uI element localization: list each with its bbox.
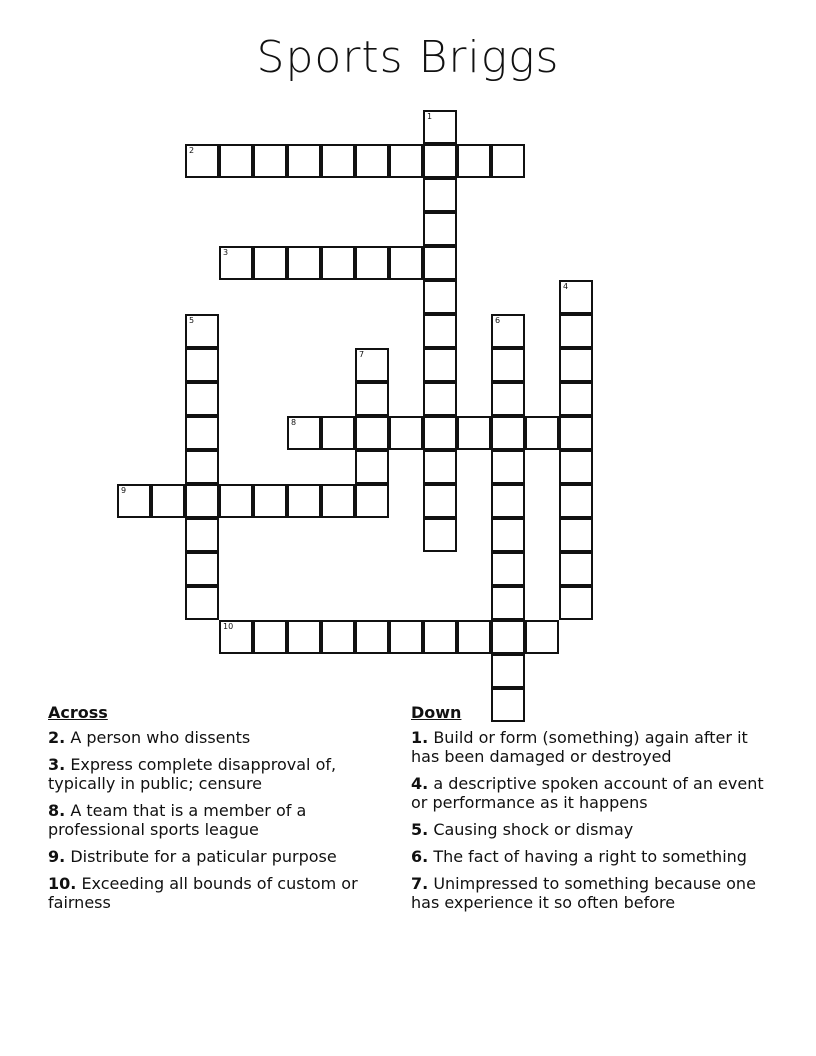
grid-cell[interactable] <box>321 620 355 654</box>
grid-cell[interactable] <box>457 144 491 178</box>
grid-cell[interactable] <box>253 144 287 178</box>
clue-number: 6 <box>495 316 501 325</box>
grid-cell[interactable] <box>559 314 593 348</box>
grid-cell[interactable] <box>287 416 321 450</box>
grid-cell[interactable] <box>355 484 389 518</box>
grid-cell[interactable] <box>321 484 355 518</box>
grid-cell[interactable] <box>389 620 423 654</box>
clue-number: 3 <box>223 248 229 257</box>
grid-cell[interactable] <box>491 484 525 518</box>
down-clues <box>411 703 771 920</box>
clue-down-1: 1. Build or form (something) again after it has been damaged or destroyed <box>411 728 748 766</box>
grid-cell[interactable] <box>253 246 287 280</box>
clue-down-4: 4. a descriptive spoken account of an event or performance as it happens <box>411 774 764 812</box>
grid-cell[interactable] <box>559 484 593 518</box>
grid-cell[interactable] <box>423 620 457 654</box>
across-heading: Across <box>48 703 108 722</box>
grid-cell[interactable] <box>185 348 219 382</box>
grid-cell[interactable] <box>491 552 525 586</box>
clue-down-5: 5. Causing shock or dismay <box>411 820 634 839</box>
grid-cell[interactable] <box>491 518 525 552</box>
clue-across-8: 8. A team that is a member of a professional sports league <box>48 801 307 839</box>
grid-cell[interactable] <box>287 620 321 654</box>
clue-number: 5 <box>189 316 195 325</box>
clue-number: 9 <box>121 486 127 495</box>
grid-cell[interactable] <box>491 416 525 450</box>
grid-cell[interactable] <box>185 416 219 450</box>
grid-cell[interactable] <box>423 110 457 144</box>
clue-across-2: 2. A person who dissents <box>48 728 251 747</box>
grid-cell[interactable] <box>117 484 151 518</box>
grid-cell[interactable] <box>423 144 457 178</box>
grid-cell[interactable] <box>491 654 525 688</box>
grid-cell[interactable] <box>423 314 457 348</box>
grid-cell[interactable] <box>423 178 457 212</box>
grid-cell[interactable] <box>525 416 559 450</box>
grid-cell[interactable] <box>559 416 593 450</box>
grid-cell[interactable] <box>219 144 253 178</box>
grid-cell[interactable] <box>559 552 593 586</box>
grid-cell[interactable] <box>185 314 219 348</box>
grid-cell[interactable] <box>355 144 389 178</box>
grid-cell[interactable] <box>423 416 457 450</box>
grid-cell[interactable] <box>423 518 457 552</box>
grid-cell[interactable] <box>219 484 253 518</box>
grid-cell[interactable] <box>185 484 219 518</box>
grid-cell[interactable] <box>559 280 593 314</box>
grid-cell[interactable] <box>559 450 593 484</box>
clue-number: 2 <box>189 146 195 155</box>
grid-cell[interactable] <box>423 212 457 246</box>
grid-cell[interactable] <box>559 382 593 416</box>
grid-cell[interactable] <box>355 348 389 382</box>
grid-cell[interactable] <box>185 144 219 178</box>
grid-cell[interactable] <box>423 484 457 518</box>
grid-cell[interactable] <box>355 382 389 416</box>
across-clues <box>48 703 383 920</box>
grid-cell[interactable] <box>389 246 423 280</box>
grid-cell[interactable] <box>559 348 593 382</box>
grid-cell[interactable] <box>491 382 525 416</box>
grid-cell[interactable] <box>491 348 525 382</box>
clue-number: 10 <box>223 622 234 631</box>
grid-cell[interactable] <box>525 620 559 654</box>
grid-cell[interactable] <box>185 450 219 484</box>
grid-cell[interactable] <box>321 246 355 280</box>
clue-number: 1 <box>427 112 433 121</box>
grid-cell[interactable] <box>423 450 457 484</box>
grid-cell[interactable] <box>457 416 491 450</box>
grid-cell[interactable] <box>559 586 593 620</box>
grid-cell[interactable] <box>423 348 457 382</box>
grid-cell[interactable] <box>287 484 321 518</box>
grid-cell[interactable] <box>185 586 219 620</box>
grid-cell[interactable] <box>457 620 491 654</box>
grid-cell[interactable] <box>491 586 525 620</box>
grid-cell[interactable] <box>355 450 389 484</box>
grid-cell[interactable] <box>185 552 219 586</box>
grid-cell[interactable] <box>321 416 355 450</box>
grid-cell[interactable] <box>491 314 525 348</box>
down-heading: Down <box>411 703 462 722</box>
grid-cell[interactable] <box>287 246 321 280</box>
grid-cell[interactable] <box>321 144 355 178</box>
grid-cell[interactable] <box>491 620 525 654</box>
clue-down-6: 6. The fact of having a right to something <box>411 847 747 866</box>
puzzle-title: Sports Briggs <box>256 32 560 83</box>
clue-down-7: 7. Unimpressed to something because one has experience it so often before <box>411 874 756 912</box>
grid-cell[interactable] <box>219 246 253 280</box>
grid-cell[interactable] <box>423 280 457 314</box>
grid-cell[interactable] <box>559 518 593 552</box>
grid-cell[interactable] <box>389 144 423 178</box>
grid-cell[interactable] <box>185 518 219 552</box>
grid-cell[interactable] <box>389 416 423 450</box>
grid-cell[interactable] <box>219 620 253 654</box>
clue-across-10: 10. Exceeding all bounds of custom or fairness <box>48 874 358 912</box>
clue-across-9: 9. Distribute for a paticular purpose <box>48 847 337 866</box>
grid-cell[interactable] <box>151 484 185 518</box>
clue-number: 7 <box>359 350 365 359</box>
grid-cell[interactable] <box>287 144 321 178</box>
grid-cell[interactable] <box>355 246 389 280</box>
clue-number: 4 <box>563 282 569 291</box>
grid-cell[interactable] <box>253 620 287 654</box>
grid-cell[interactable] <box>491 144 525 178</box>
clue-across-3: 3. Express complete disapproval of, typically in public; censure <box>48 755 337 793</box>
grid-cell[interactable] <box>185 382 219 416</box>
clue-number: 8 <box>291 418 297 427</box>
grid-cell[interactable] <box>491 450 525 484</box>
grid-cell[interactable] <box>355 620 389 654</box>
grid-cell[interactable] <box>423 382 457 416</box>
grid-cell[interactable] <box>253 484 287 518</box>
grid-cell[interactable] <box>355 416 389 450</box>
grid-cell[interactable] <box>423 246 457 280</box>
